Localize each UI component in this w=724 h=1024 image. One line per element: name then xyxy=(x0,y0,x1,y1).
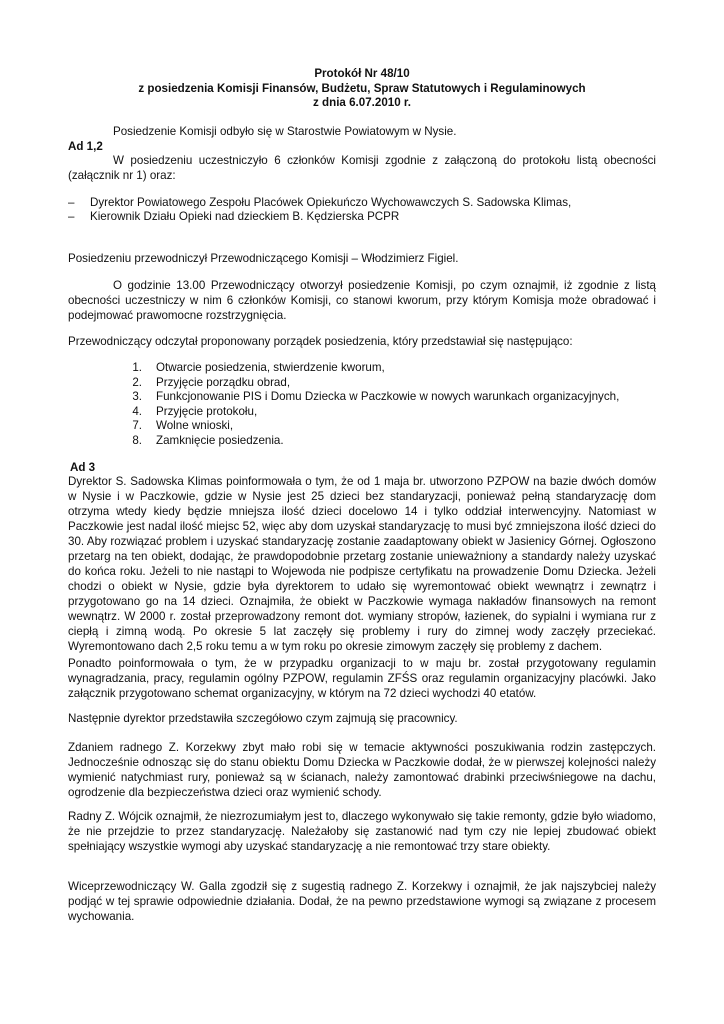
document-title xyxy=(0,67,724,111)
chair-paragraph: Posiedzeniu przewodniczył Przewodniczącego Komisji – Włodzimierz Figiel. xyxy=(68,252,459,265)
agenda-number: 3. xyxy=(132,390,142,404)
opening-paragraph: O godzinie 13.00 Przewodniczący otworzył posiedzenie Komisji, po czym oznajmił, iż zgodnie z listą obecności uczestniczy w nim 6 członków Komisji, co stanowi kworum, przy którym Komisja może obradować i podejmować prawomocne rozstrzygnięcia. xyxy=(68,279,656,322)
agenda-text: Wolne wnioski, xyxy=(156,419,234,433)
title-line-1: Protokół Nr 48/10 xyxy=(314,67,410,80)
agenda-number: 4. xyxy=(132,404,142,418)
ad12-heading: Ad 1,2 xyxy=(68,140,103,153)
agenda-number: 1. xyxy=(132,361,142,374)
guest-text: Kierownik Działu Opieki nad dzieckiem B. Kędzierska PCPR xyxy=(90,210,400,223)
agenda-text: Otwarcie posiedzenia, stwierdzenie kworum, xyxy=(156,361,385,374)
ad3-heading: Ad 3 xyxy=(70,461,96,474)
ad3-paragraph-wojcik: Radny Z. Wójcik oznajmił, że niezrozumiałym jest to, dlaczego wykonywało się takie remonty, gdzie było wiadomo, że nie przejdzie to przez standaryzację. Należałoby się zastanowić nad tym czy nie lepiej zbudować obiekt spełniający wszystkie wymogi aby uzyskać standaryzację a nie remontować trzy stare obiekty. xyxy=(68,810,656,853)
agenda-number: 8. xyxy=(132,433,142,447)
dash-marker: – xyxy=(68,210,75,223)
title-line-2: z posiedzenia Komisji Finansów, Budżetu, Spraw Statutowych i Regulaminowych xyxy=(138,81,586,95)
agenda-number: 7. xyxy=(132,419,142,433)
ad3-paragraph-korzekwa: Zdaniem radnego Z. Korzekwy zbyt mało robi się w temacie aktywności poszukiwania rodzin zastępczych. Jednocześnie odnosząc się do stanu obiektu Domu Dziecka w Paczkowie dodał, że w pierwszej kolejności należy wymienić natychmiast rury, ponieważ są w ścianach, należy zamontować drabinki przeciwśniegowe na dachu, ogrodzenie dla bezpieczeństwa dzieci oraz wymienić schody. xyxy=(68,741,656,799)
ad3-paragraph-regulations: Ponadto poinformowała o tym, że w przypadku organizacji to w maju br. został przygotowany regulamin wynagradzania, pracy, regulamin ogólny PZPOW, regulamin ZFŚS oraz regulamin organizacyjny placówki. Jako załącznik przygotowano schemat organizacyjny, w którym na 72 dzieci wychodzi 40 etatów. xyxy=(68,657,656,700)
agenda-text: Zamknięcie posiedzenia. xyxy=(156,433,284,447)
ad3-paragraph-galla: Wiceprzewodniczący W. Galla zgodził się z sugestią radnego Z. Korzekwy i oznajmił, że jak najszybciej należy podjąć w tej sprawie odpowiednie działania. Dodał, że na pewno przedstawione wymogi są związane z procesem wychowania. xyxy=(68,880,656,923)
agenda-text: Funkcjonowanie PIS i Domu Dziecka w Paczkowie w nowych warunkach organizacyjnych, xyxy=(156,390,620,404)
agenda-text: Przyjęcie protokołu, xyxy=(156,404,258,418)
ad3-paragraph-report: Dyrektor S. Sadowska Klimas poinformowała o tym, że od 1 maja br. utworzono PZPOW na bazie dwóch domów w Nysie i w Paczkowie, gdzie w Nysie jest 25 dzieci bez standaryzacji, ponieważ pełną standaryzację dom otrzyma wtedy kiedy będzie mniejsza ilość dzieci docelowo 14 i tylko oddział interwencyjny. Natomiast w Paczkowie jest nadal ilość miejsc 52, więc aby dom uzyskał standaryzację to musi być zmniejszona ilość dzieci do 30. Aby rozwiązać problem i uzyskać standaryzację zostanie zaadaptowany obiekt w Jasienicy Górnej. Ogłoszono przetarg na ten obiekt, dodając, że prawdopodobnie przetarg zostanie unieważniony a standardy należy uzyskać do końca roku. Jeżeli to nie nastąpi to Wojewoda nie podpisze certyfikatu na prowadzenie Domu Dziecka. Jeżeli chodzi o obiekt w Nysie, gdzie była dyrektorem to udało się wyremontować obiekt wewnątrz i zewnątrz i przygotowano go na 14 dzieci. Oznajmiła, że obiekt w Paczkowie wymaga nakładów finansowych na remont wewnątrz. W 2000 r. został przeprowadzony remont dot. wymiany stropów, łazienek, do sypialni i wymiana rur z ciepłą i zimną wodą. Po okresie 5 lat zaczęły się problemy i rury do zimnej wody zaczęły przeciekać. Wyremontowano dach 2,5 roku temu a w tym roku po okresie zimowym zaczęły się problemy z dachem. xyxy=(68,475,656,653)
guest-text: Dyrektor Powiatowego Zespołu Placówek Opiekuńczo Wychowawczych S. Sadowska Klimas, xyxy=(90,196,572,209)
ad3-paragraph-staff: Następnie dyrektor przedstawiła szczegółowo czym zajmują się pracownicy. xyxy=(68,712,458,725)
agenda-number: 2. xyxy=(132,375,142,389)
title-line-3: z dnia 6.07.2010 r. xyxy=(313,96,411,109)
intro-paragraph: Posiedzenie Komisji odbyło się w Starostwie Powiatowym w Nysie. xyxy=(113,125,457,138)
agenda-intro: Przewodniczący odczytał proponowany porządek posiedzenia, który przedstawiał się następująco: xyxy=(68,335,573,348)
ad12-paragraph: W posiedzeniu uczestniczyło 6 członków Komisji zgodnie z załączoną do protokołu listą obecności (załącznik nr 1) oraz: xyxy=(68,154,656,182)
agenda-text: Przyjęcie porządku obrad, xyxy=(156,375,291,389)
dash-marker: – xyxy=(68,196,75,209)
